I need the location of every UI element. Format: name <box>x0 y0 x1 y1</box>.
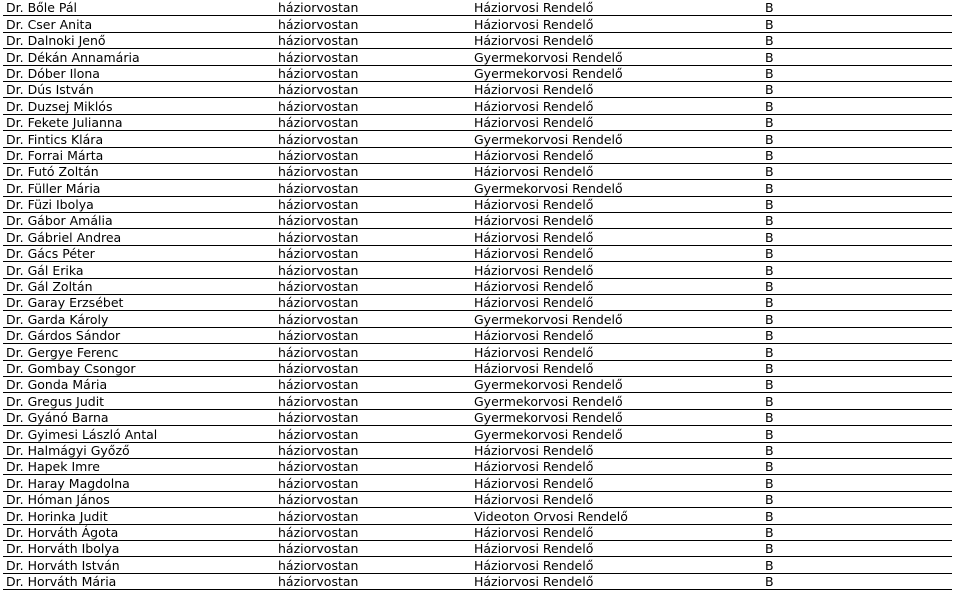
specialty-cell: háziorvostan <box>275 540 471 556</box>
table-row <box>3 0 952 16</box>
doctor-name-cell: Dr. Forrai Márta <box>3 147 275 163</box>
practice-cell: Gyermekorvosi Rendelő <box>471 376 762 392</box>
category-cell: B <box>762 147 952 163</box>
doctor-name-cell: Dr. Dóber Ilona <box>3 65 275 81</box>
doctor-name-cell: Dr. Halmágyi Győző <box>3 442 275 458</box>
category-cell: B <box>762 376 952 392</box>
specialty-cell: háziorvostan <box>275 524 471 540</box>
table-row <box>3 32 952 48</box>
doctor-name-cell: Dr. Gonda Mária <box>3 376 275 392</box>
specialty-cell: háziorvostan <box>275 213 471 229</box>
doctor-name-cell: Dr. Gregus Judit <box>3 393 275 409</box>
category-cell: B <box>762 16 952 32</box>
category-cell: B <box>762 196 952 212</box>
specialty-cell: háziorvostan <box>275 508 471 524</box>
practice-cell: Háziorvosi Rendelő <box>471 16 762 32</box>
category-cell: B <box>762 327 952 343</box>
specialty-cell: háziorvostan <box>275 327 471 343</box>
table-row <box>3 98 952 114</box>
specialty-cell: háziorvostan <box>275 16 471 32</box>
specialty-cell: háziorvostan <box>275 65 471 81</box>
category-cell: B <box>762 475 952 491</box>
table-row <box>3 508 952 524</box>
practice-cell: Háziorvosi Rendelő <box>471 458 762 474</box>
specialty-cell: háziorvostan <box>275 344 471 360</box>
practice-cell: Háziorvosi Rendelő <box>471 524 762 540</box>
category-cell: B <box>762 360 952 376</box>
doctor-name-cell: Dr. Dékán Annamária <box>3 49 275 65</box>
doctor-name-cell: Dr. Gábor Amália <box>3 213 275 229</box>
practice-cell: Háziorvosi Rendelő <box>471 196 762 212</box>
table-row <box>3 114 952 130</box>
specialty-cell: háziorvostan <box>275 32 471 48</box>
category-cell: B <box>762 409 952 425</box>
practice-cell: Háziorvosi Rendelő <box>471 213 762 229</box>
category-cell: B <box>762 311 952 327</box>
specialty-cell: háziorvostan <box>275 393 471 409</box>
doctor-name-cell: Dr. Garda Károly <box>3 311 275 327</box>
practice-cell: Háziorvosi Rendelő <box>471 557 762 573</box>
category-cell: B <box>762 163 952 179</box>
specialty-cell: háziorvostan <box>275 409 471 425</box>
doctor-name-cell: Dr. Gács Péter <box>3 245 275 261</box>
specialty-cell: háziorvostan <box>275 131 471 147</box>
doctor-name-cell: Dr. Horinka Judit <box>3 508 275 524</box>
practice-cell: Háziorvosi Rendelő <box>471 442 762 458</box>
category-cell: B <box>762 114 952 130</box>
specialty-cell: háziorvostan <box>275 180 471 196</box>
practice-cell: Gyermekorvosi Rendelő <box>471 311 762 327</box>
category-cell: B <box>762 295 952 311</box>
category-cell: B <box>762 229 952 245</box>
category-cell: B <box>762 278 952 294</box>
doctor-name-cell: Dr. Gál Erika <box>3 262 275 278</box>
doctor-name-cell: Dr. Füzi Ibolya <box>3 196 275 212</box>
doctor-name-cell: Dr. Hóman János <box>3 491 275 507</box>
doctor-name-cell: Dr. Horváth Ágota <box>3 524 275 540</box>
specialty-cell: háziorvostan <box>275 278 471 294</box>
specialty-cell: háziorvostan <box>275 147 471 163</box>
doctor-name-cell: Dr. Cser Anita <box>3 16 275 32</box>
specialty-cell: háziorvostan <box>275 426 471 442</box>
practice-cell: Háziorvosi Rendelő <box>471 278 762 294</box>
practice-cell: Háziorvosi Rendelő <box>471 344 762 360</box>
specialty-cell: háziorvostan <box>275 458 471 474</box>
table-row <box>3 327 952 343</box>
table-row <box>3 573 952 589</box>
practice-cell: Háziorvosi Rendelő <box>471 98 762 114</box>
practice-cell: Gyermekorvosi Rendelő <box>471 180 762 196</box>
specialty-cell: háziorvostan <box>275 262 471 278</box>
practice-cell: Gyermekorvosi Rendelő <box>471 426 762 442</box>
category-cell: B <box>762 180 952 196</box>
doctor-name-cell: Dr. Fintics Klára <box>3 131 275 147</box>
specialty-cell: háziorvostan <box>275 360 471 376</box>
doctor-name-cell: Dr. Fekete Julianna <box>3 114 275 130</box>
doctor-name-cell: Dr. Horváth Ibolya <box>3 540 275 556</box>
doctor-name-cell: Dr. Garay Erzsébet <box>3 295 275 311</box>
doctor-name-cell: Dr. Dús István <box>3 81 275 97</box>
category-cell: B <box>762 508 952 524</box>
doctor-name-cell: Dr. Gyánó Barna <box>3 409 275 425</box>
doctor-name-cell: Dr. Gárdos Sándor <box>3 327 275 343</box>
doctor-name-cell: Dr. Haray Magdolna <box>3 475 275 491</box>
specialty-cell: háziorvostan <box>275 81 471 97</box>
practice-cell: Háziorvosi Rendelő <box>471 475 762 491</box>
category-cell: B <box>762 245 952 261</box>
doctor-table-body <box>3 0 952 590</box>
category-cell: B <box>762 540 952 556</box>
table-row <box>3 376 952 392</box>
specialty-cell: háziorvostan <box>275 557 471 573</box>
specialty-cell: háziorvostan <box>275 163 471 179</box>
table-row <box>3 491 952 507</box>
table-row <box>3 458 952 474</box>
table-row <box>3 81 952 97</box>
table-row <box>3 360 952 376</box>
category-cell: B <box>762 131 952 147</box>
specialty-cell: háziorvostan <box>275 49 471 65</box>
practice-cell: Háziorvosi Rendelő <box>471 147 762 163</box>
category-cell: B <box>762 524 952 540</box>
table-row <box>3 278 952 294</box>
doctor-name-cell: Dr. Horváth István <box>3 557 275 573</box>
category-cell: B <box>762 458 952 474</box>
practice-cell: Háziorvosi Rendelő <box>471 327 762 343</box>
table-row <box>3 540 952 556</box>
doctor-name-cell: Dr. Füller Mária <box>3 180 275 196</box>
table-row <box>3 196 952 212</box>
practice-cell: Háziorvosi Rendelő <box>471 360 762 376</box>
category-cell: B <box>762 98 952 114</box>
specialty-cell: háziorvostan <box>275 0 471 16</box>
table-row <box>3 229 952 245</box>
practice-cell: Háziorvosi Rendelő <box>471 245 762 261</box>
practice-cell: Videoton Orvosi Rendelő <box>471 508 762 524</box>
table-row <box>3 245 952 261</box>
specialty-cell: háziorvostan <box>275 311 471 327</box>
table-row <box>3 49 952 65</box>
table-row <box>3 16 952 32</box>
practice-cell: Háziorvosi Rendelő <box>471 262 762 278</box>
category-cell: B <box>762 426 952 442</box>
doctor-name-cell: Dr. Gál Zoltán <box>3 278 275 294</box>
practice-cell: Háziorvosi Rendelő <box>471 229 762 245</box>
category-cell: B <box>762 32 952 48</box>
category-cell: B <box>762 491 952 507</box>
category-cell: B <box>762 393 952 409</box>
doctor-table <box>3 0 952 590</box>
table-row <box>3 475 952 491</box>
table-row <box>3 147 952 163</box>
category-cell: B <box>762 573 952 589</box>
doctor-name-cell: Dr. Gyimesi László Antal <box>3 426 275 442</box>
table-row <box>3 163 952 179</box>
table-row <box>3 409 952 425</box>
category-cell: B <box>762 262 952 278</box>
specialty-cell: háziorvostan <box>275 376 471 392</box>
category-cell: B <box>762 213 952 229</box>
doctor-name-cell: Dr. Bőle Pál <box>3 0 275 16</box>
category-cell: B <box>762 49 952 65</box>
doctor-name-cell: Dr. Gergye Ferenc <box>3 344 275 360</box>
specialty-cell: háziorvostan <box>275 196 471 212</box>
practice-cell: Gyermekorvosi Rendelő <box>471 65 762 81</box>
table-row <box>3 426 952 442</box>
practice-cell: Háziorvosi Rendelő <box>471 32 762 48</box>
table-row <box>3 344 952 360</box>
specialty-cell: háziorvostan <box>275 573 471 589</box>
specialty-cell: háziorvostan <box>275 442 471 458</box>
doctor-name-cell: Dr. Gábriel Andrea <box>3 229 275 245</box>
practice-cell: Háziorvosi Rendelő <box>471 295 762 311</box>
practice-cell: Gyermekorvosi Rendelő <box>471 131 762 147</box>
table-row <box>3 295 952 311</box>
table-row <box>3 213 952 229</box>
category-cell: B <box>762 65 952 81</box>
specialty-cell: háziorvostan <box>275 295 471 311</box>
table-row <box>3 311 952 327</box>
practice-cell: Háziorvosi Rendelő <box>471 81 762 97</box>
practice-cell: Háziorvosi Rendelő <box>471 573 762 589</box>
specialty-cell: háziorvostan <box>275 245 471 261</box>
table-row <box>3 131 952 147</box>
table-row <box>3 65 952 81</box>
practice-cell: Háziorvosi Rendelő <box>471 491 762 507</box>
table-row <box>3 180 952 196</box>
category-cell: B <box>762 442 952 458</box>
practice-cell: Gyermekorvosi Rendelő <box>471 409 762 425</box>
specialty-cell: háziorvostan <box>275 475 471 491</box>
table-row <box>3 393 952 409</box>
practice-cell: Háziorvosi Rendelő <box>471 114 762 130</box>
doctor-name-cell: Dr. Duzsej Miklós <box>3 98 275 114</box>
specialty-cell: háziorvostan <box>275 98 471 114</box>
table-row <box>3 442 952 458</box>
doctor-name-cell: Dr. Dalnoki Jenő <box>3 32 275 48</box>
doctor-name-cell: Dr. Horváth Mária <box>3 573 275 589</box>
table-row <box>3 262 952 278</box>
category-cell: B <box>762 0 952 16</box>
category-cell: B <box>762 81 952 97</box>
table-row <box>3 557 952 573</box>
specialty-cell: háziorvostan <box>275 229 471 245</box>
practice-cell: Gyermekorvosi Rendelő <box>471 49 762 65</box>
table-row <box>3 524 952 540</box>
specialty-cell: háziorvostan <box>275 491 471 507</box>
doctor-name-cell: Dr. Futó Zoltán <box>3 163 275 179</box>
category-cell: B <box>762 557 952 573</box>
category-cell: B <box>762 344 952 360</box>
specialty-cell: háziorvostan <box>275 114 471 130</box>
doctor-name-cell: Dr. Gombay Csongor <box>3 360 275 376</box>
doctor-name-cell: Dr. Hapek Imre <box>3 458 275 474</box>
practice-cell: Háziorvosi Rendelő <box>471 163 762 179</box>
practice-cell: Háziorvosi Rendelő <box>471 540 762 556</box>
practice-cell: Gyermekorvosi Rendelő <box>471 393 762 409</box>
practice-cell: Háziorvosi Rendelő <box>471 0 762 16</box>
